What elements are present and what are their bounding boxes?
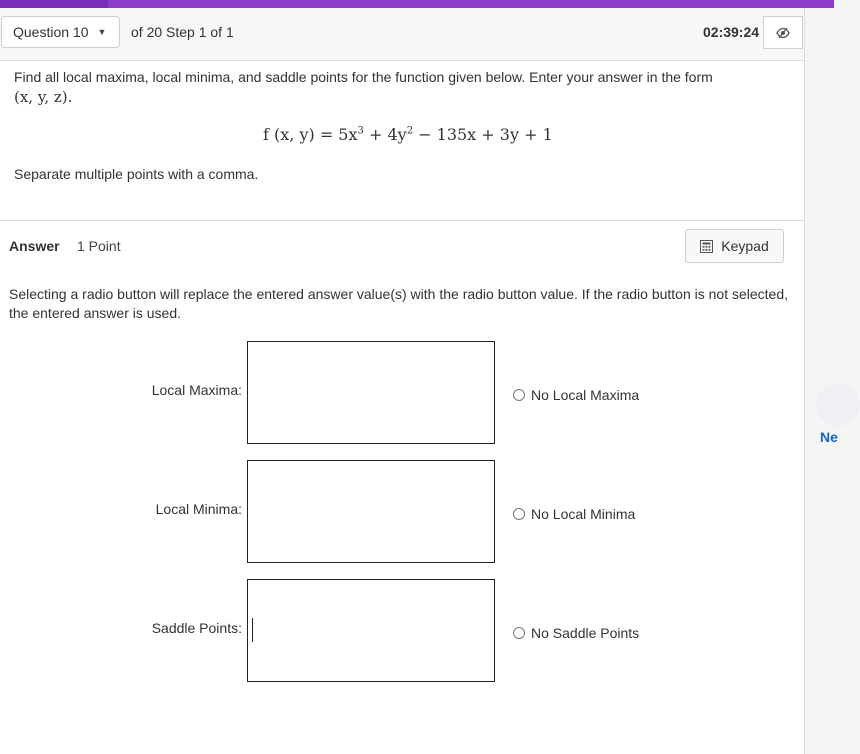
- local-maxima-input[interactable]: [247, 341, 495, 444]
- question-selector[interactable]: [1, 16, 120, 48]
- formula-exponent: 3: [357, 125, 364, 137]
- no-saddle-points-radio[interactable]: [513, 625, 639, 641]
- no-local-minima-radio[interactable]: [513, 506, 635, 522]
- side-nav-circle[interactable]: [816, 383, 860, 427]
- saddle-points-input[interactable]: [247, 579, 495, 682]
- radio-label: No Local Maxima: [531, 387, 640, 403]
- step-indicator: of 20 Step 1 of 1: [131, 24, 234, 40]
- local-maxima-label: Local Maxima:: [151, 382, 242, 398]
- top-accent-bar: [0, 0, 834, 8]
- eye-slash-icon: [776, 27, 790, 39]
- formula-exponent: 2: [406, 125, 414, 137]
- caret-down-icon: ▼: [97, 27, 107, 37]
- progress-segment: [0, 0, 108, 8]
- instruction-text: Separate multiple points with a comma.: [14, 166, 259, 182]
- formula-part: − 135x + 3y + 1: [413, 125, 553, 144]
- question-selector-label: Question 10: [13, 24, 89, 40]
- radio-button[interactable]: [513, 389, 525, 401]
- text-cursor: [252, 618, 253, 642]
- local-minima-input[interactable]: [247, 460, 495, 563]
- radio-label: No Local Minima: [531, 506, 636, 522]
- hide-timer-button[interactable]: [763, 16, 803, 49]
- next-link[interactable]: Ne: [820, 429, 838, 445]
- function-formula: [263, 125, 553, 144]
- no-local-maxima-radio[interactable]: [513, 387, 639, 403]
- formula-part: f (x, y) = 5x: [263, 125, 358, 144]
- question-text: [14, 67, 784, 107]
- timer: 02:39:24: [703, 24, 760, 40]
- question-header: [0, 8, 804, 61]
- local-minima-label: Local Minima:: [155, 501, 242, 517]
- divider: [0, 220, 804, 221]
- radio-button[interactable]: [513, 508, 525, 520]
- radio-label: No Saddle Points: [531, 625, 640, 641]
- answer-form: (x, y, z).: [14, 88, 73, 106]
- radio-note: Selecting a radio button will replace the entered answer value(s) with the radio button value. If the radio button is not selected, the entered answer is used.: [9, 286, 789, 321]
- keypad-label: Keypad: [721, 238, 769, 254]
- formula-part: + 4y: [363, 125, 407, 144]
- calculator-icon: [700, 240, 713, 253]
- saddle-points-label: Saddle Points:: [151, 620, 242, 636]
- question-prompt: Find all local maxima, local minima, and saddle points for the function given below. Enter your answer in the form: [14, 69, 713, 85]
- question-panel: [0, 8, 805, 754]
- points-value: 1 Point: [77, 238, 121, 254]
- keypad-button[interactable]: [685, 229, 784, 263]
- radio-button[interactable]: [513, 627, 525, 639]
- answer-heading: Answer: [9, 238, 60, 254]
